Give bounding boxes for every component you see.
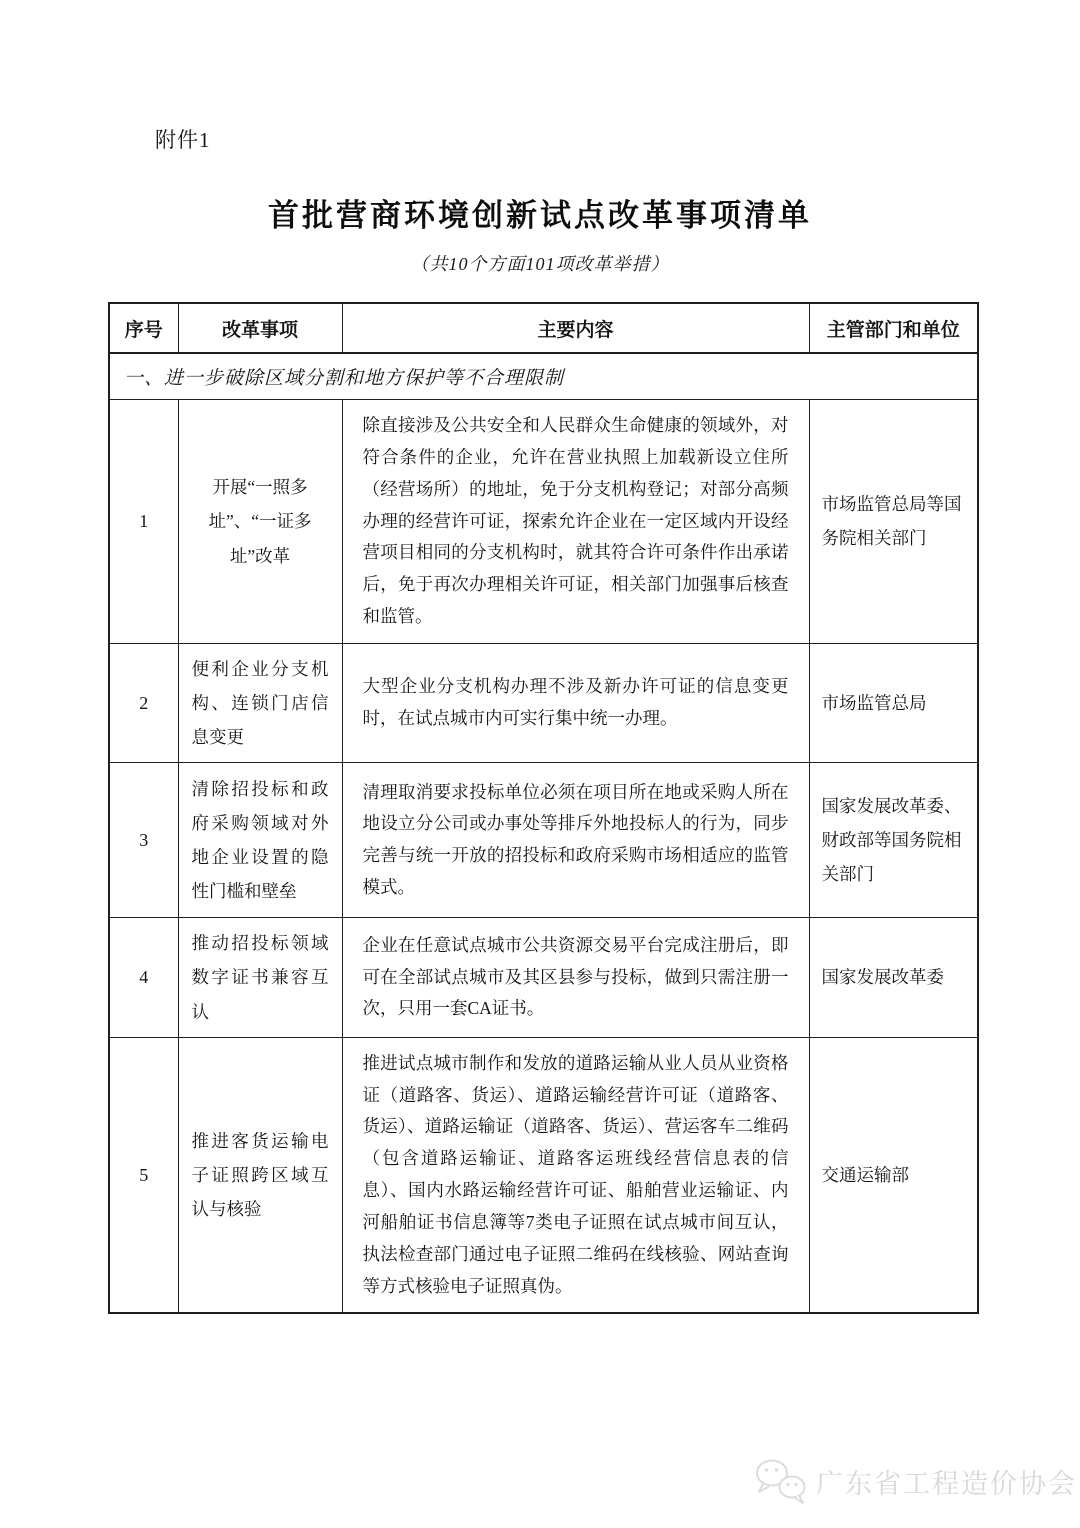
main-content: 清理取消要求投标单位必须在项目所在地或采购人所在地设立分公司或办事处等排斥外地投标人的行为，同步完善与统一开放的招投标和政府采购市场相适应的监管模式。 bbox=[342, 763, 809, 918]
section-header-label: 一、进一步破除区域分割和地方保护等不合理限制 bbox=[109, 353, 978, 400]
reform-item: 开展“一照多址”、“一证多址”改革 bbox=[178, 400, 342, 644]
department: 市场监管总局 bbox=[809, 643, 978, 762]
row-no: 3 bbox=[109, 763, 178, 918]
footer-watermark bbox=[752, 1458, 1077, 1504]
row-no: 1 bbox=[109, 400, 178, 644]
table-header-row bbox=[109, 303, 978, 353]
table-row bbox=[109, 763, 978, 918]
row-no: 5 bbox=[109, 1037, 178, 1313]
page-title: 首批营商环境创新试点改革事项清单 bbox=[268, 198, 812, 233]
department: 市场监管总局等国务院相关部门 bbox=[809, 400, 978, 644]
department: 国家发展改革委 bbox=[809, 918, 978, 1037]
department: 交通运输部 bbox=[809, 1037, 978, 1313]
main-content: 除直接涉及公共安全和人民群众生命健康的领域外，对符合条件的企业，允许在营业执照上加载新设立住所（经营场所）的地址，免于分支机构登记；对部分高频办理的经营许可证，探索允许企业在一定区域内开设经营项目相同的分支机构时，就其符合许可条件作出承诺后，免于再次办理相关许可证，相关部门加强事后核查和监管。 bbox=[342, 400, 809, 644]
watermark-text: 广东省工程造价协会 bbox=[816, 1468, 1077, 1499]
column-header-no: 序号 bbox=[109, 303, 178, 353]
reform-item: 便利企业分支机构、连锁门店信息变更 bbox=[178, 643, 342, 762]
row-no: 4 bbox=[109, 918, 178, 1037]
page-subtitle: （共10个方面101项改革举措） bbox=[410, 254, 670, 274]
reform-item: 推进客货运输电子证照跨区域互认与核验 bbox=[178, 1037, 342, 1313]
main-content: 大型企业分支机构办理不涉及新办许可证的信息变更时，在试点城市内可实行集中统一办理。 bbox=[342, 643, 809, 762]
main-content: 推进试点城市制作和发放的道路运输从业人员从业资格证（道路客、货运）、道路运输经营许可证（道路客、货运）、道路运输证（道路客、货运）、营运客车二维码（包含道路运输证、道路客运班线经营信息表的信息）、国内水路运输经营许可证、船舶营业运输证、内河船舶证书信息簿等7类电子证照在试点城市间互认，执法检查部门通过电子证照二维码在线核验、网站查询等方式核验电子证照真伪。 bbox=[342, 1037, 809, 1313]
reform-items-table bbox=[108, 302, 979, 1314]
reform-item: 清除招投标和政府采购领域对外地企业设置的隐性门槛和壁垒 bbox=[178, 763, 342, 918]
table-row bbox=[109, 400, 978, 644]
column-header-dept: 主管部门和单位 bbox=[809, 303, 978, 353]
column-header-reform: 改革事项 bbox=[178, 303, 342, 353]
reform-item: 推动招投标领域数字证书兼容互认 bbox=[178, 918, 342, 1037]
main-content: 企业在任意试点城市公共资源交易平台完成注册后，即可在全部试点城市及其区县参与投标，做到只需注册一次，只用一套CA证书。 bbox=[342, 918, 809, 1037]
table-row bbox=[109, 918, 978, 1037]
section-header-row bbox=[109, 353, 978, 400]
attachment-label: 附件1 bbox=[155, 128, 211, 152]
column-header-content: 主要内容 bbox=[342, 303, 809, 353]
wechat-icon bbox=[752, 1458, 810, 1504]
row-no: 2 bbox=[109, 643, 178, 762]
table-row bbox=[109, 1037, 978, 1313]
table-row bbox=[109, 643, 978, 762]
department: 国家发展改革委、财政部等国务院相关部门 bbox=[809, 763, 978, 918]
